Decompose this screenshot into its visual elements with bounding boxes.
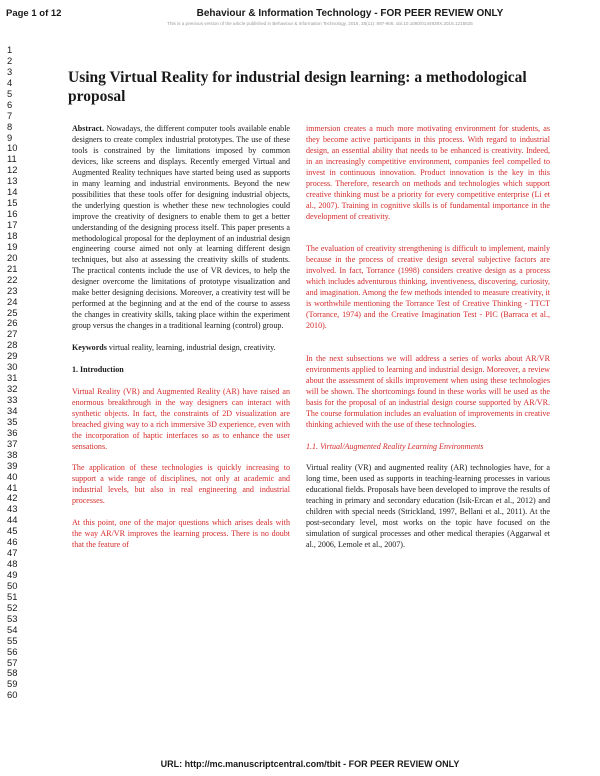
line-number: 29	[7, 350, 18, 362]
line-number: 6	[7, 98, 13, 110]
line-number: 54	[7, 623, 18, 635]
paragraph: Virtual Reality (VR) and Augmented Reality (AR) have raised an enormous breakthrough in the way designers can interact with synthetic objects. In fact, the constraints of 2D visualization are breached giving way to a rich immersive 3D experience, even with the incorporation of haptic interfaces so as to enhance the user sensations.	[72, 386, 290, 451]
line-number: 7	[7, 109, 13, 121]
line-number: 27	[7, 328, 18, 340]
line-number: 40	[7, 470, 18, 482]
line-number: 2	[7, 54, 13, 66]
line-number: 46	[7, 536, 18, 548]
footer-url: URL: http://mc.manuscriptcentral.com/tbit - FOR PEER REVIEW ONLY	[160, 759, 460, 769]
keywords	[72, 343, 290, 354]
line-number: 44	[7, 514, 18, 526]
line-number: 28	[7, 339, 18, 351]
line-number: 25	[7, 306, 18, 318]
line-number: 56	[7, 645, 18, 657]
line-number: 48	[7, 558, 18, 570]
line-number: 49	[7, 569, 18, 580]
subsection-heading: 1.1. Virtual/Augmented Reality Learning Environments	[306, 441, 484, 451]
line-number: 60	[7, 689, 18, 701]
line-number: 20	[7, 251, 18, 263]
line-number: 38	[7, 448, 18, 460]
line-number: 1	[7, 44, 13, 55]
line-number: 53	[7, 612, 18, 624]
line-number: 58	[7, 667, 18, 679]
line-number: 41	[7, 481, 18, 493]
line-number: 10	[7, 142, 18, 154]
line-number: 59	[7, 678, 18, 690]
line-number: 18	[7, 229, 18, 241]
line-number: 55	[7, 634, 18, 646]
line-number: 21	[7, 262, 18, 274]
line-number: 3	[7, 65, 13, 77]
line-number: 5	[7, 87, 13, 99]
line-number: 19	[7, 240, 18, 252]
line-number: 26	[7, 317, 18, 329]
line-number: 16	[7, 208, 18, 220]
line-number: 17	[7, 219, 18, 230]
line-number: 32	[7, 383, 18, 395]
page-indicator: Page 1 of 12	[6, 8, 62, 19]
paragraph: Virtual reality (VR) and augmented reality (AR) technologies have, for a long time, been used as supports in teaching-learning processes in various educational fields. Proposals have been developed to improve the results of teaching in primary and secondary education (Isik-Ercan et al., 2012) and children with special needs (Strickland, 1997, Bellani et al., 2011). At the post-secondary level, most works on the topic have focused on the simulation of surgical processes and other medical therapies (Aggarwal et al., 2006, Lemole et al., 2007).	[306, 463, 550, 550]
line-number: 34	[7, 404, 18, 416]
line-number: 31	[7, 372, 18, 384]
line-number: 4	[7, 76, 13, 88]
section-heading-introduction: 1. Introduction	[72, 364, 124, 374]
abstract-text: Nowadays, the different computer tools available enable designers to create complex industrial prototypes. The use of these tools is constrained by the limitations imposed by common devices, like screens and displays. Recently emerged Virtual and Augmented Reality techniques have started being used as supports in many learning and industrial environments. Beyond the new possibilities that these tools offer for designing industrial objects, the underlying question is whether these new technologies could improve the creativity of designers to enable them to get a better understanding of the designing process itself. This paper presents a methodological proposal for the deployment of an industrial design engineering course aimed not only at learning different design techniques, but also at assessing the creativity skills of students. The practical contents include the use of VR devices, to help the designer overcome the limitations of prototype visualization and make better designing decisions. Moreover, a creativity test will be performed at the beginning and at the end of the course to assess the changes in creativity skills, taking place within the experiment group versus the changes in a traditional learning (control) group.	[72, 124, 290, 331]
line-number: 45	[7, 525, 18, 537]
paper-title: Using Virtual Reality for industrial design learning: a methodological proposal	[68, 69, 527, 105]
paragraph: The evaluation of creativity strengthening is difficult to implement, mainly because in the process of creative design several subjective factors are involved. In fact, Torrance (1998) considers creative design as a process which includes adventurous thinking, inventiveness, discovering, curiosity, and imagination. Among the few methods intended to measure creativity, it is worthwhile mentioning the Torrance Test of Creative Thinking - TTCT (Torrance, 1974) and the Creative Imagination Test - PIC (Barraca et al., 2010).	[306, 244, 550, 331]
left-column	[72, 124, 290, 551]
line-number: 11	[7, 153, 17, 165]
journal-header: Behaviour & Information Technology - FOR PEER REVIEW ONLY	[196, 8, 504, 19]
line-number: 24	[7, 295, 18, 307]
line-number: 51	[7, 590, 18, 602]
line-number: 57	[7, 656, 18, 668]
line-number: 14	[7, 186, 18, 198]
line-number: 33	[7, 394, 18, 405]
line-number: 12	[7, 164, 18, 176]
keywords-text: virtual reality, learning, industrial design, creativity.	[108, 343, 276, 353]
line-number: 9	[7, 131, 13, 143]
line-numbers	[7, 45, 25, 701]
keywords-label: Keywords	[72, 343, 107, 353]
line-number: 13	[7, 175, 18, 187]
paragraph: immersion creates a much more motivating environment for students, as they become active participants in this process. With regard to industrial design, an essential ability that needs to be enhanced is creativity. Indeed, in an increasingly competitive environment, companies feel compelled to invest in continuous innovation. Product innovation is the key in this process. Therefore, research on methods and technologies which support creative thinking must be a priority for every competitive enterprise (Li et al., 2007). Training in cognitive skills is of fundamental importance in the development of creativity.	[306, 124, 550, 221]
line-number: 43	[7, 503, 18, 515]
line-number: 52	[7, 601, 18, 613]
line-number: 30	[7, 361, 18, 373]
line-number: 37	[7, 437, 18, 449]
abstract-label: Abstract.	[72, 124, 104, 133]
publication-note: This is a previous version of the article published in Behaviour & Information Technology. 2016, 35(11): 897-906. doi:10.1080/0144929X.2016.1215525	[167, 21, 473, 26]
line-number: 23	[7, 284, 18, 296]
right-column	[306, 124, 550, 551]
line-number: 50	[7, 579, 18, 591]
line-number: 36	[7, 426, 18, 438]
line-number: 15	[7, 197, 18, 209]
line-number: 35	[7, 415, 18, 427]
line-number: 42	[7, 492, 18, 504]
abstract	[72, 124, 290, 332]
paragraph: In the next subsections we will address a series of works about AR/VR environments applied to learning and industrial design. Moreover, a review about the assessment of skills improvement when using these technologies will be shown. The shortcomings found in these works will be used as the basis for the proposal of an industrial design course supported by AR/VR. The course formulation includes an evaluation of improvements in creative thinking achieved with the use of these technologies.	[306, 353, 550, 429]
line-number: 47	[7, 547, 18, 559]
paragraph: At this point, one of the major questions which arises deals with the way AR/VR improves the learning process. There is no doubt that the feature of	[72, 518, 290, 550]
line-number: 39	[7, 459, 18, 471]
line-number: 8	[7, 120, 13, 132]
line-number: 22	[7, 273, 18, 285]
paragraph: The application of these technologies is quickly increasing to support a wide range of disciplines, not only at academic and industrial levels, but also in real engineering and industrial processes.	[72, 463, 290, 506]
